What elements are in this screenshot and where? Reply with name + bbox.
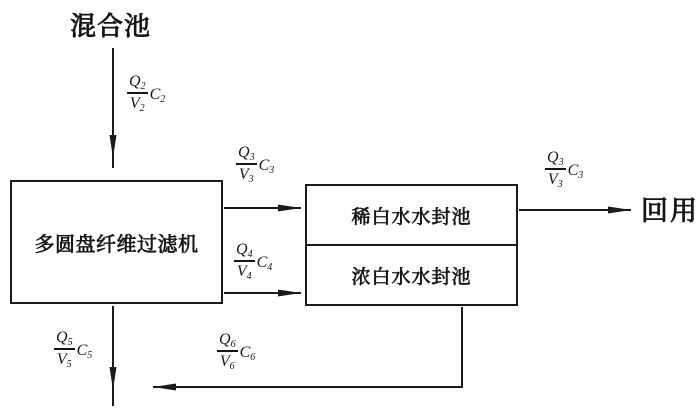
seal-pool-box xyxy=(305,184,518,306)
coefficient-q6: $C_6$ xyxy=(239,344,256,363)
coefficient-q3-out: $C_3$ xyxy=(567,162,584,181)
flow-label-q4 xyxy=(234,242,272,280)
fraction-q6: $\frac{Q_6}{V_6}$ xyxy=(219,331,236,372)
flow-label-q2 xyxy=(127,74,165,112)
dilute-white-water-seal-pool xyxy=(307,186,516,246)
concentrated-pool-label: 浓白水水封池 xyxy=(351,266,472,288)
filter-box-label: 多圆盘纤维过滤机 xyxy=(34,233,199,256)
coefficient-q3-mid: $C_3$ xyxy=(258,157,275,176)
fraction-q5: $\frac{Q_5}{V_5}$ xyxy=(56,329,73,370)
flow-label-q5 xyxy=(54,330,92,368)
mixing-pool-label: 混合池 xyxy=(70,11,152,41)
concentrated-white-water-seal-pool xyxy=(307,246,516,304)
coefficient-q2: $C_2$ xyxy=(149,86,166,105)
filter-box xyxy=(10,180,223,304)
fraction-q3-mid: $\frac{Q_3}{V_3}$ xyxy=(238,144,255,185)
fraction-q3-out: $\frac{Q_3}{V_3}$ xyxy=(547,149,564,190)
dilute-pool-label: 稀白水水封池 xyxy=(351,206,472,228)
fraction-q2: $\frac{Q_2}{V_2}$ xyxy=(129,73,146,114)
coefficient-q4: $C_4$ xyxy=(256,254,273,273)
arrow-seal-pool-return xyxy=(153,307,462,387)
flow-label-q3-out xyxy=(545,150,583,188)
flow-label-q6 xyxy=(217,332,255,370)
fraction-q4: $\frac{Q_4}{V_4}$ xyxy=(236,241,253,282)
flow-label-q3-mid xyxy=(236,145,274,183)
reuse-label: 回用 xyxy=(641,196,699,226)
coefficient-q5: $C_5$ xyxy=(76,342,93,361)
